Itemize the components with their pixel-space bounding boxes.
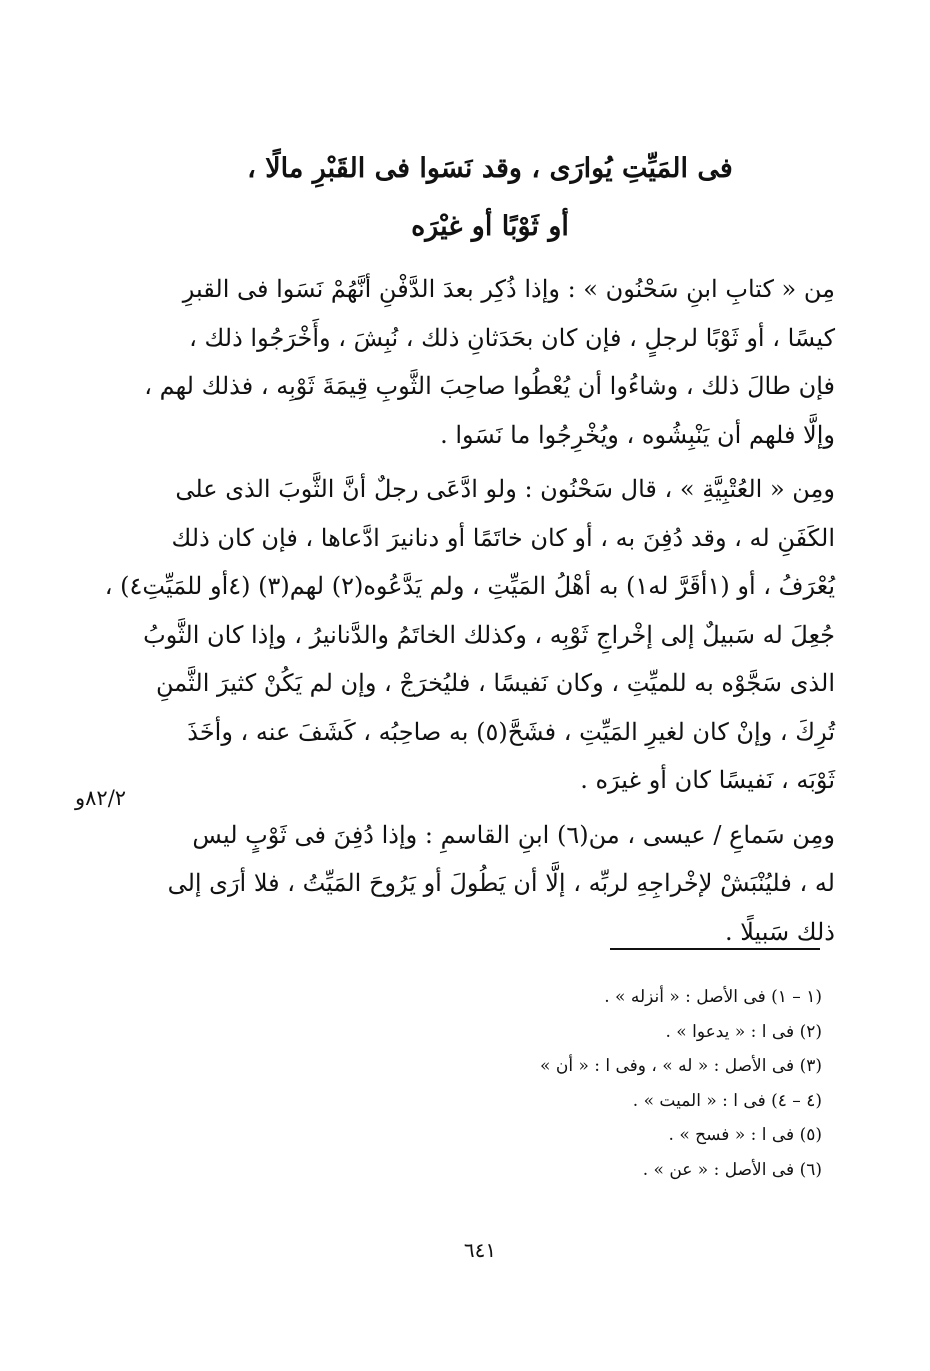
footnote: (٥) فى ا : « فسح » . [668, 1125, 822, 1145]
footnotes [400, 980, 822, 1187]
section-title [150, 140, 830, 256]
text-line: له ، فليُنْبَشْ لإخْراجِهِ لربِّه ، إلَّا أن يَطُولَ أو يَرُوحَ المَيِّتُ ، فلا أرَى إلى [167, 869, 835, 897]
text-line: فإن طالَ ذلك ، وشاءُوا أن يُعْطُوا صاحِبَ الثَّوبِ قِيمَةَ ثَوْبِه ، فذلك لهم ، [144, 372, 835, 400]
page-number: ٦٤١ [463, 1238, 497, 1262]
footnote: (٦) فى الأصل : « عن » . [642, 1159, 822, 1180]
text-line: يُعْرَفُ ، أو (١أقَرَّ له١) به أهْلُ المَيِّتِ ، ولم يَدَّعُوه(٢) لهم(٣) (٤أو للمَيِّتِ٤) ، [104, 572, 835, 600]
text-line: جُعِلَ له سَبيلٌ إلى إخْراجِ ثَوْبِه ، وكذلك الخاتَمُ والدَّنانيرُ ، وإذا كان الثَّوبُ [143, 620, 835, 649]
text-line: ومِن سَماعِ / عيسى ، من(٦) ابنِ القاسمِ : وإذا دُفِنَ فى ثَوْبٍ ليس [192, 820, 835, 849]
paragraph-3 [155, 811, 835, 957]
title-line-1: فى المَيِّتِ يُوارَى ، وقد نَسَوا فى القَبْرِ مالًا ، [247, 153, 733, 184]
footnote: (١ – ١) فى الأصل : « أنزله » . [604, 987, 822, 1007]
body-text [104, 265, 835, 956]
footnote: (٤ – ٤) فى ا : « الميت » . [632, 1090, 822, 1111]
paragraph-2 [104, 465, 835, 805]
text-line: كيسًا ، أو ثَوْبًا لرجلٍ ، فإن كان بحَدَثانِ ذلك ، نُبِشَ ، وأَخْرَجُوا ذلك ، [189, 323, 835, 352]
text-line: ومِن « العُتْبِيَّةِ » ، قال سَحْنُون : ولو ادَّعَى رجلٌ أنَّ الثَّوبَ الذى على [175, 475, 835, 503]
text-line: ذلك سَبيلًا . [724, 917, 835, 946]
title-line-2: أو ثَوْبًا أو غيْرَه [411, 211, 569, 242]
margin-folio-note: ٨٢/٢و [75, 786, 127, 810]
footnote-divider [610, 948, 820, 950]
paragraph-1 [144, 265, 835, 459]
footnote: (٣) فى الأصل : « له » ، وفى ا : « أن » [540, 1056, 822, 1076]
text-line: وإلَّا فلهم أن يَنْبِشُوه ، ويُخْرِجُوا ما نَسَوا . [440, 420, 835, 449]
text-line: الذى سَجَّوْه به للميِّتِ ، وكان نَفيسًا ، فليُخرَجْ ، وإن لم يَكُنْ كثيرَ الثَّمنِ [156, 669, 835, 697]
text-line: الكَفَنِ له ، وقد دُفِنَ به ، أو كان خاتَمًا أو دنانيرَ ادَّعاها ، فإن كان ذلك [171, 523, 835, 552]
text-line: ثَوْبَه ، نَفيسًا كان أو غيرَه . [580, 766, 835, 794]
footnote: (٢) فى ا : « يدعوا » . [665, 1021, 822, 1042]
text-line: تُرِكَ ، وإنْ كان لغيرِ المَيِّتِ ، فشَحَّ(٥) به صاحِبُه ، كَشَفَ عنه ، وأخَذَ [187, 717, 835, 746]
text-line: مِن « كتابِ ابنِ سَحْنُون » : وإذا ذُكِر بعدَ الدَّفْنِ أنَّهُمْ نَسَوا فى القبرِ [182, 275, 835, 303]
